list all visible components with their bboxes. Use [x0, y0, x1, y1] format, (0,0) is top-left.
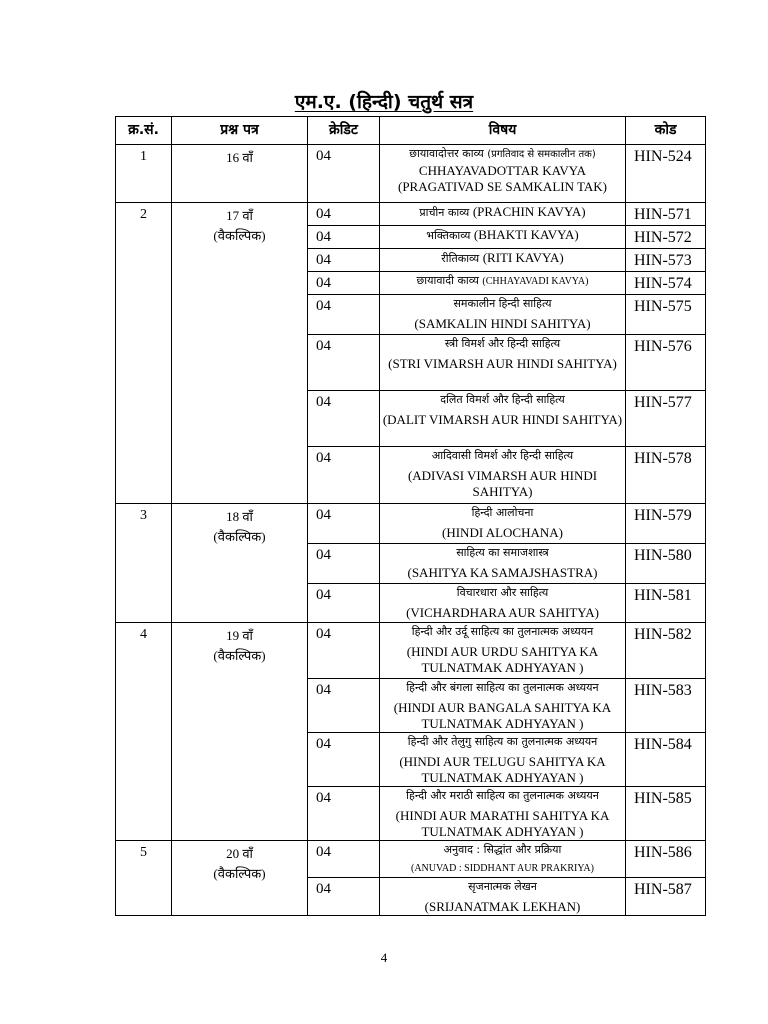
subject-cell [380, 584, 626, 623]
serial-number-cell: 4 [116, 623, 172, 841]
credit-cell: 04 [308, 504, 380, 544]
subject-hindi [382, 734, 623, 750]
credit-cell: 04 [308, 249, 380, 272]
subject-english-inline: (BHAKTI KAVYA) [473, 227, 579, 242]
course-code-cell: HIN-581 [626, 584, 706, 623]
subject-english-inline: (RITI KAVYA) [482, 250, 564, 265]
table-row [116, 623, 706, 679]
subject-hindi [382, 392, 623, 408]
course-code-cell: HIN-571 [626, 203, 706, 226]
subject-cell [380, 391, 626, 447]
credit-cell: 04 [308, 841, 380, 878]
question-paper-cell [172, 203, 308, 504]
credit-cell: 04 [308, 878, 380, 916]
header-credit: क्रेडिट [308, 117, 380, 145]
subject-english: (HINDI AUR TELUGU SAHITYA KA TULNATMAK ADHYAYAN ) [399, 754, 606, 785]
subject-cell [380, 787, 626, 841]
table-row [116, 841, 706, 878]
table-header-row [116, 117, 706, 145]
subject-english: (VICHARDHARA AUR SAHITYA) [406, 605, 599, 620]
subject-hindi [382, 842, 623, 858]
credit-cell: 04 [308, 226, 380, 249]
course-code-cell: HIN-580 [626, 544, 706, 584]
subject-hindi-text: प्राचीन काव्य [419, 206, 470, 219]
optional-label: (वैकल्पिक) [213, 529, 266, 544]
subject-hindi-text: रीतिकाव्य [441, 252, 480, 265]
subject-cell [380, 841, 626, 878]
course-code-cell: HIN-578 [626, 447, 706, 504]
subject-hindi [382, 250, 623, 267]
subject-english: (ADIVASI VIMARSH AUR HINDI SAHITYA) [407, 468, 598, 499]
subject-cell [380, 504, 626, 544]
course-code-cell: HIN-582 [626, 623, 706, 679]
course-table [115, 116, 706, 916]
header-code: कोड [626, 117, 706, 145]
table-row [116, 203, 706, 226]
header-paper: प्रश्न पत्र [172, 117, 308, 145]
subject-hindi [382, 296, 623, 312]
question-paper-cell [172, 841, 308, 916]
subject-hindi-text: हिन्दी और बंगला साहित्य का तुलनात्मक अध्ययन [406, 681, 599, 694]
subject-hindi-text: सृजनात्मक लेखन [468, 880, 537, 893]
question-paper-cell [172, 623, 308, 841]
credit-cell: 04 [308, 295, 380, 335]
subject-english: (SAHITYA KA SAMAJSHASTRA) [407, 565, 598, 580]
subject-cell [380, 623, 626, 679]
subject-hindi [382, 788, 623, 804]
serial-number-cell: 2 [116, 203, 172, 504]
serial-number-cell: 1 [116, 145, 172, 203]
credit-cell: 04 [308, 733, 380, 787]
subject-hindi-text: दलित विमर्श और हिन्दी साहित्य [440, 393, 565, 406]
subject-cell [380, 335, 626, 391]
subject-cell [380, 226, 626, 249]
subject-english-inline: (PRACHIN KAVYA) [472, 204, 586, 219]
course-code-cell: HIN-586 [626, 841, 706, 878]
subject-hindi [382, 146, 623, 163]
optional-label: (वैकल्पिक) [213, 866, 266, 881]
credit-cell: 04 [308, 391, 380, 447]
subject-cell [380, 733, 626, 787]
course-code-cell: HIN-576 [626, 335, 706, 391]
subject-english: CHHAYAVADOTTAR KAVYA (PRAGATIVAD SE SAMKALIN TAK) [397, 163, 607, 194]
course-code-cell: HIN-587 [626, 878, 706, 916]
subject-cell [380, 145, 626, 203]
subject-cell [380, 878, 626, 916]
serial-number-cell: 5 [116, 841, 172, 916]
subject-english: (DALIT VIMARSH AUR HINDI SAHITYA) [382, 412, 623, 427]
course-code-cell: HIN-575 [626, 295, 706, 335]
subject-cell [380, 679, 626, 733]
subject-hindi-text: हिन्दी आलोचना [471, 506, 534, 519]
subject-hindi-text: हिन्दी और मराठी साहित्य का तुलनात्मक अध्ययन [406, 789, 599, 802]
subject-hindi-text: विचारधारा और साहित्य [456, 586, 549, 599]
subject-english: (HINDI AUR URDU SAHITYA KA TULNATMAK ADHYAYAN ) [406, 644, 599, 675]
header-subject: विषय [380, 117, 626, 145]
subject-hindi-note: (प्रगतिवाद से समकालीन तक) [487, 149, 596, 160]
subject-hindi-text: आदिवासी विमर्श और हिन्दी साहित्य [431, 449, 574, 462]
table-row [116, 145, 706, 203]
subject-cell [380, 544, 626, 584]
subject-hindi [382, 585, 623, 601]
subject-english: (HINDI AUR BANGALA SAHITYA KA TULNATMAK ADHYAYAN ) [393, 700, 612, 731]
course-code-cell: HIN-524 [626, 145, 706, 203]
subject-cell [380, 447, 626, 504]
question-paper-cell [172, 145, 308, 203]
subject-hindi [382, 204, 623, 221]
subject-hindi [382, 545, 623, 561]
subject-english: (STRI VIMARSH AUR HINDI SAHITYA) [388, 356, 617, 371]
credit-cell: 04 [308, 679, 380, 733]
header-serial: क्र.सं. [116, 117, 172, 145]
page-title: एम.ए. (हिन्दी) चतुर्थ सत्र [294, 91, 474, 113]
credit-cell: 04 [308, 447, 380, 504]
paper-number: 18 वाँ [226, 509, 253, 524]
serial-number-cell: 3 [116, 504, 172, 623]
paper-number: 19 वाँ [226, 628, 253, 643]
subject-cell [380, 203, 626, 226]
subject-hindi [382, 680, 623, 696]
course-code-cell: HIN-577 [626, 391, 706, 447]
subject-hindi [382, 273, 623, 290]
subject-hindi-text: समकालीन हिन्दी साहित्य [453, 297, 552, 310]
credit-cell: 04 [308, 272, 380, 295]
table-row [116, 504, 706, 544]
credit-cell: 04 [308, 335, 380, 391]
paper-number: 20 वाँ [226, 846, 253, 861]
subject-hindi-text: स्त्री विमर्श और हिन्दी साहित्य [444, 337, 561, 350]
page-number: 4 [380, 950, 388, 965]
course-code-cell: HIN-574 [626, 272, 706, 295]
subject-cell [380, 272, 626, 295]
subject-cell [380, 249, 626, 272]
subject-english: (HINDI ALOCHANA) [442, 525, 563, 540]
subject-hindi [382, 505, 623, 521]
credit-cell: 04 [308, 145, 380, 203]
subject-english: (SRIJANATMAK LEKHAN) [424, 899, 581, 914]
credit-cell: 04 [308, 623, 380, 679]
course-code-cell: HIN-573 [626, 249, 706, 272]
credit-cell: 04 [308, 584, 380, 623]
subject-cell [380, 295, 626, 335]
optional-label: (वैकल्पिक) [213, 648, 266, 663]
credit-cell: 04 [308, 203, 380, 226]
credit-cell: 04 [308, 544, 380, 584]
course-code-cell: HIN-579 [626, 504, 706, 544]
paper-number: 17 वाँ [226, 208, 253, 223]
course-code-cell: HIN-583 [626, 679, 706, 733]
subject-hindi [382, 336, 623, 352]
subject-hindi [382, 879, 623, 895]
optional-label: (वैकल्पिक) [213, 228, 266, 243]
subject-english: (HINDI AUR MARATHI SAHITYA KA TULNATMAK ADHYAYAN ) [395, 808, 610, 839]
question-paper-cell [172, 504, 308, 623]
subject-english: (ANUVAD : SIDDHANT AUR PRAKRIYA) [411, 863, 594, 874]
paper-number: 16 वाँ [226, 150, 253, 165]
subject-hindi [382, 227, 623, 244]
subject-english: (SAMKALIN HINDI SAHITYA) [414, 316, 591, 331]
credit-cell: 04 [308, 787, 380, 841]
subject-hindi-text: भक्तिकाव्य [426, 229, 471, 242]
subject-hindi-text: छायावादोत्तर काव्य [409, 147, 484, 160]
subject-english-inline: (CHHAYAVADI KAVYA) [482, 276, 589, 287]
subject-hindi-text: साहित्य का समाजशास्त्र [456, 546, 549, 559]
subject-hindi [382, 448, 623, 464]
subject-hindi-text: छायावादी काव्य [416, 274, 479, 287]
course-code-cell: HIN-584 [626, 733, 706, 787]
subject-hindi [382, 624, 623, 640]
subject-hindi-text: हिन्दी और उर्दू साहित्य का तुलनात्मक अध्ययन [411, 625, 594, 638]
course-code-cell: HIN-585 [626, 787, 706, 841]
subject-hindi-text: हिन्दी और तेलुगु साहित्य का तुलनात्मक अध्ययन [407, 735, 598, 748]
subject-hindi-text: अनुवाद : सिद्धांत और प्रक्रिया [443, 843, 562, 856]
course-code-cell: HIN-572 [626, 226, 706, 249]
